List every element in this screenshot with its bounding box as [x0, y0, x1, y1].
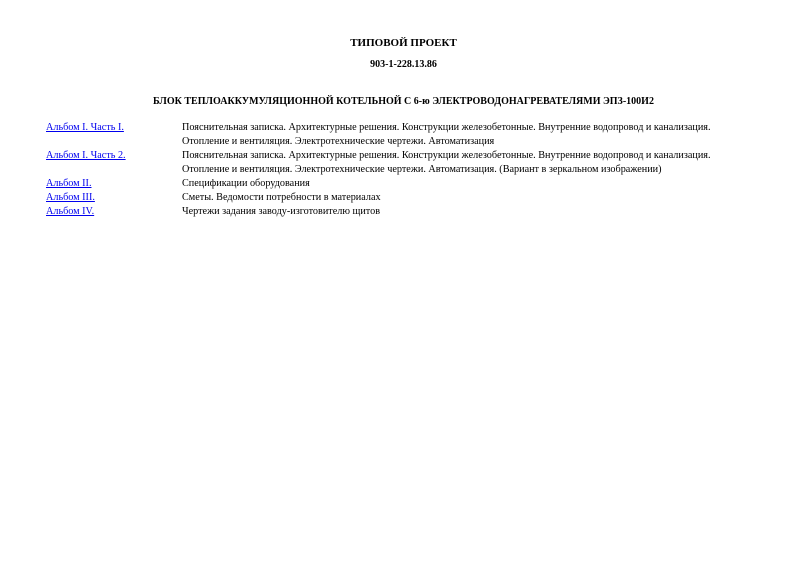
album-description: Пояснительная записка. Архитектурные решения. Конструкции железобетонные. Внутренние водопровод и канализация. Отопление и вентиляция. Электротехнические чертежи. Автоматизация	[182, 122, 711, 147]
album-link-2[interactable]: Альбом II.	[46, 178, 92, 189]
album-link-4[interactable]: Альбом IV.	[46, 206, 95, 217]
album-description: Пояснительная записка. Архитектурные решения. Конструкции железобетонные. Внутренние водопровод и канализация. Отопление и вентиляция. Электротехнические чертежи. Автоматизация. (Вариант в зеркальном изображении)	[182, 150, 711, 175]
album-description: Сметы. Ведомости потребности в материалах	[182, 192, 381, 203]
album-link-1-part-2[interactable]: Альбом I. Часть 2.	[46, 150, 126, 161]
album-link-1-part-1[interactable]: Альбом I. Часть I.	[46, 122, 124, 133]
album-row	[46, 191, 786, 205]
album-row	[46, 177, 786, 191]
project-code: 903-1-228.13.86	[370, 59, 437, 70]
album-description: Чертежи задания заводу-изготовителю щитов	[182, 206, 381, 217]
album-list	[46, 121, 786, 219]
album-row	[46, 121, 786, 149]
document-title: БЛОК ТЕПЛОАККУМУЛЯЦИОННОЙ КОТЕЛЬНОЙ С 6-ю ЭЛЕКТРОВОДОНАГРЕВАТЕЛЯМИ ЭПЗ-100И2	[153, 96, 654, 107]
album-row	[46, 205, 786, 219]
album-description: Спецификации оборудования	[182, 178, 310, 189]
album-link-3[interactable]: Альбом III.	[46, 192, 95, 203]
document-type-heading: ТИПОВОЙ ПРОЕКТ	[350, 37, 457, 49]
album-row	[46, 149, 786, 177]
